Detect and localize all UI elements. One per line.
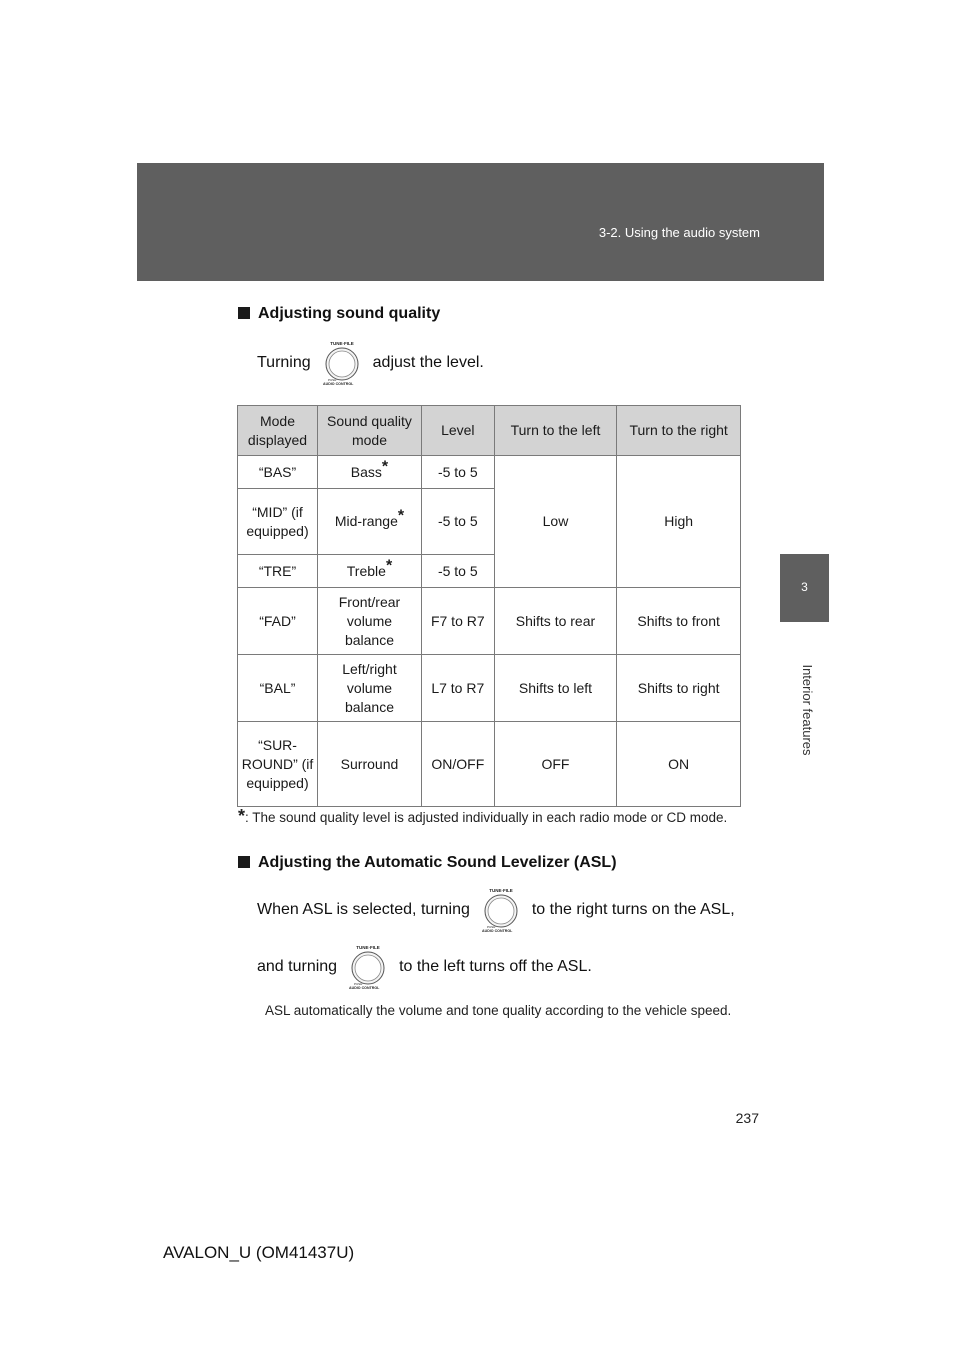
mode-cell: “BAL”: [238, 655, 318, 722]
svg-text:PUSH: PUSH: [486, 925, 496, 929]
document-id: AVALON_U (OM41437U): [163, 1243, 355, 1262]
mode-cell: “MID” (if equipped): [238, 489, 318, 555]
tune-file-knob-icon: [478, 887, 524, 933]
section-heading-asl: Adjusting the Automatic Sound Levelizer (ASL): [238, 854, 617, 872]
footnote-text: : The sound quality level is adjusted individually in each radio mode or CD mode.: [245, 810, 728, 825]
mode-cell: “SUR-ROUND” (if equipped): [238, 722, 318, 807]
mode-cell: “FAD”: [238, 588, 318, 655]
quality-cell: Surround: [318, 722, 422, 807]
level-cell: -5 to 5: [421, 456, 494, 489]
column-header: Mode displayed: [238, 406, 318, 456]
instruction-text-end: adjust the level.: [372, 354, 484, 372]
svg-text:PUSH: PUSH: [327, 378, 336, 382]
chapter-number: 3: [801, 580, 808, 594]
chapter-label: Interior features: [800, 664, 815, 756]
level-cell: -5 to 5: [421, 555, 494, 588]
sound-quality-instruction: [257, 340, 484, 386]
tune-file-knob-icon: [319, 340, 365, 386]
table-row: [238, 588, 741, 655]
level-cell: ON/OFF: [421, 722, 494, 807]
table-header-row: [238, 406, 741, 456]
left-cell: OFF: [494, 722, 617, 807]
column-header: Level: [421, 406, 494, 456]
right-cell: Shifts to right: [617, 655, 741, 722]
quality-cell: Mid-range*: [318, 489, 422, 555]
svg-text:PUSH: PUSH: [354, 982, 363, 986]
svg-text:TUNE·FILE: TUNE·FILE: [356, 945, 380, 950]
instruction-text: and turning: [257, 958, 338, 976]
svg-text:TUNE·FILE: TUNE·FILE: [489, 888, 513, 893]
instruction-text-end: to the left turns off the ASL.: [399, 958, 592, 976]
quality-cell: Treble*: [318, 555, 422, 588]
instruction-text-end: to the right turns on the ASL,: [531, 901, 735, 919]
column-header: Turn to the left: [494, 406, 617, 456]
table-row: [238, 655, 741, 722]
section-heading-sound-quality: Adjusting sound quality: [238, 305, 440, 323]
header-band: [137, 163, 824, 281]
group-right-cell: High: [617, 456, 741, 588]
section-title: 3-2. Using the audio system: [598, 225, 760, 240]
asl-instruction-line1: [257, 887, 735, 933]
tune-file-knob-icon: [345, 944, 391, 990]
svg-text:TUNE·FILE: TUNE·FILE: [329, 341, 354, 346]
table-footnote: [238, 806, 758, 828]
left-cell: Shifts to left: [494, 655, 617, 722]
mode-cell: “BAS”: [238, 456, 318, 489]
table-row: [238, 722, 741, 807]
mode-cell: “TRE”: [238, 555, 318, 588]
quality-cell: Left/right volume balance: [318, 655, 422, 722]
level-cell: -5 to 5: [421, 489, 494, 555]
left-cell: Shifts to rear: [494, 588, 617, 655]
instruction-text: Turning: [257, 354, 311, 372]
instruction-text: When ASL is selected, turning: [257, 901, 470, 919]
quality-cell: Bass*: [318, 456, 422, 489]
column-header: Turn to the right: [617, 406, 741, 456]
page-number: 237: [735, 1110, 759, 1126]
footnote-marker: *: [238, 806, 246, 826]
quality-cell: Front/rear volume balance: [318, 588, 422, 655]
svg-text:AUDIO CONTROL: AUDIO CONTROL: [349, 986, 380, 990]
square-bullet-icon: [238, 307, 250, 319]
right-cell: ON: [617, 722, 741, 807]
group-left-cell: Low: [494, 456, 617, 588]
chapter-tab: [780, 554, 829, 622]
right-cell: Shifts to front: [617, 588, 741, 655]
svg-text:AUDIO CONTROL: AUDIO CONTROL: [322, 382, 354, 386]
square-bullet-icon: [238, 856, 250, 868]
column-header: Sound quality mode: [318, 406, 422, 456]
level-cell: F7 to R7: [421, 588, 494, 655]
svg-text:AUDIO CONTROL: AUDIO CONTROL: [481, 929, 513, 933]
asl-instruction-line2: [257, 944, 592, 990]
level-cell: L7 to R7: [421, 655, 494, 722]
sound-quality-table: [237, 405, 741, 807]
asl-note: ASL automatically the volume and tone quality according to the vehicle speed.: [265, 1003, 732, 1018]
table-row: [238, 456, 741, 489]
